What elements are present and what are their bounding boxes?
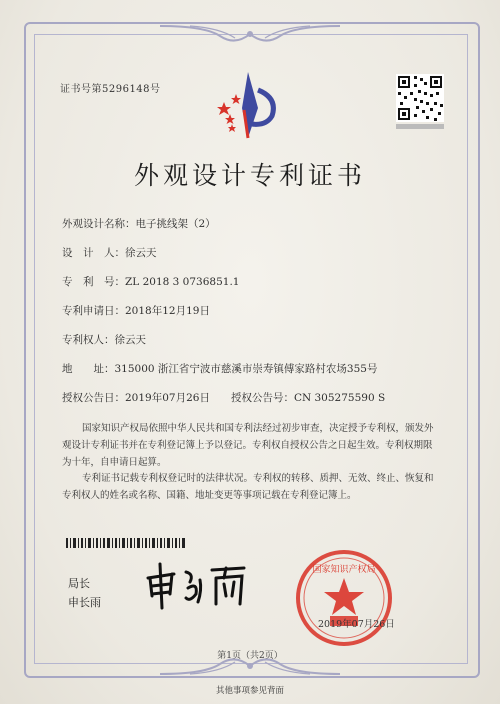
certificate-title: 外观设计专利证书 — [133, 161, 366, 190]
field-value: ZL 2018 3 0736851.1 — [125, 276, 240, 288]
field-label: 专利权人： — [62, 334, 115, 346]
statement-paragraph-1: 国家知识产权局依照中华人民共和国专利法经过初步审查，决定授予专利权，颁发外观设计专利证书并在专利登记簿上予以登记。专利权自授权公告之日起生效。专利权期限为十年，自申请日起算。 — [62, 423, 434, 468]
field-label: 专利申请日： — [62, 305, 125, 317]
page-number: 第1页（共2页） — [217, 651, 283, 661]
statement-paragraph-2: 专利证书记载专利权登记时的法律状况。专利权的转移、质押、无效、终止、恢复和专利权人的姓名或名称、国籍、地址变更等事项记载在专利登记簿上。 — [62, 473, 434, 501]
field-patentee — [62, 332, 146, 347]
top-ornament — [160, 22, 340, 48]
field-address — [62, 361, 377, 376]
seal-date: 2019年07月26日 — [318, 619, 395, 630]
field-label: 设 计 人： — [62, 247, 125, 259]
certificate-number: 证书号第5296148号 — [60, 84, 161, 95]
field-value: 2019年07月26日 授权公告号：CN 305275590 S — [125, 392, 386, 404]
field-label: 授权公告日： — [62, 392, 125, 404]
official-seal — [288, 548, 400, 648]
field-label: 外观设计名称： — [62, 218, 136, 230]
qr-code — [396, 74, 444, 130]
handwritten-signature — [140, 560, 260, 612]
field-design-name — [62, 216, 216, 231]
signatory-role: 局长 — [68, 577, 90, 590]
footnote: 其他事项参见背面 — [215, 686, 284, 696]
field-label: 地 址： — [62, 363, 115, 375]
field-value: 徐云天 — [125, 247, 157, 259]
field-value: 电子挑线架（2） — [135, 218, 216, 230]
field-value: 315000 浙江省宁波市慈溪市崇寿镇傅家路村农场355号 — [114, 363, 378, 375]
field-designer — [62, 245, 157, 260]
barcode — [66, 538, 186, 548]
patent-office-logo — [212, 68, 284, 140]
field-grant-date — [62, 390, 385, 405]
field-value: 2018年12月19日 — [125, 305, 210, 317]
field-application-date — [62, 303, 210, 318]
field-patent-number — [62, 274, 239, 289]
field-value: 徐云天 — [114, 334, 146, 346]
seal-text: 国家知识产权局 — [312, 565, 376, 575]
field-label: 专 利 号： — [62, 276, 125, 288]
signatory-name: 申长雨 — [68, 596, 101, 609]
